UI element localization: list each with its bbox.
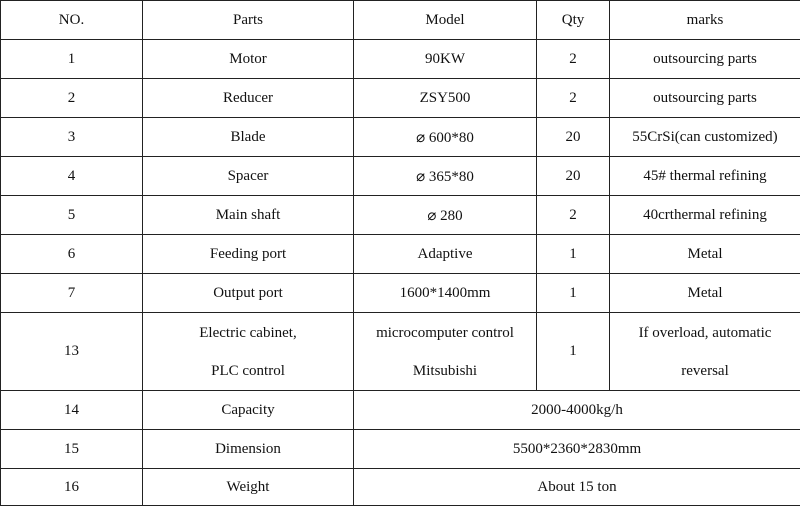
cell-no: 6 [1,235,143,274]
cell-qty: 2 [537,40,610,79]
cell-qty: 2 [537,196,610,235]
header-marks: marks [610,1,800,40]
cell-qty: 2 [537,79,610,118]
cell-model [354,313,537,391]
cell-no: 7 [1,274,143,313]
cell-marks: Metal [610,274,800,313]
cell-no: 13 [1,313,143,391]
header-row [1,1,800,40]
cell-qty: 1 [537,313,610,391]
table-row [1,196,800,235]
cell-part: Motor [143,40,354,79]
cell-part: Reducer [143,79,354,118]
cell-part: Main shaft [143,196,354,235]
table-row [1,40,800,79]
cell-no: 3 [1,118,143,157]
cell-model: Adaptive [354,235,537,274]
cell-merged-value: 2000-4000kg/h [354,391,800,430]
table-row [1,79,800,118]
table-row [1,469,800,506]
cell-part: Blade [143,118,354,157]
cell-part: Capacity [143,391,354,430]
cell-marks: 40crthermal refining [610,196,800,235]
cell-qty: 20 [537,118,610,157]
cell-part-line: PLC control [211,362,285,379]
cell-model: ⌀ 365*80 [354,157,537,196]
table-row [1,274,800,313]
table-row [1,391,800,430]
cell-part: Spacer [143,157,354,196]
cell-merged-value: 5500*2360*2830mm [354,430,800,469]
cell-model: ⌀ 600*80 [354,118,537,157]
cell-marks: Metal [610,235,800,274]
cell-marks [610,313,800,391]
cell-part [143,313,354,391]
cell-qty: 1 [537,274,610,313]
cell-marks: 45# thermal refining [610,157,800,196]
cell-model-line: Mitsubishi [412,362,478,379]
cell-qty: 20 [537,157,610,196]
cell-part-line: Electric cabinet, [199,324,297,341]
cell-qty: 1 [537,235,610,274]
cell-part: Weight [143,469,354,506]
header-qty: Qty [537,1,610,40]
table-row [1,430,800,469]
header-parts: Parts [143,1,354,40]
header-no: NO. [1,1,143,40]
cell-no: 1 [1,40,143,79]
header-model: Model [354,1,537,40]
table-row [1,313,800,391]
cell-model: 1600*1400mm [354,274,537,313]
cell-marks: 55CrSi(can customized) [610,118,800,157]
cell-model: ZSY500 [354,79,537,118]
cell-merged-value: About 15 ton [354,469,800,506]
cell-model-line: microcomputer control [376,324,514,341]
cell-no: 4 [1,157,143,196]
cell-no: 16 [1,469,143,506]
cell-no: 5 [1,196,143,235]
cell-marks-line: reversal [681,362,729,379]
cell-no: 14 [1,391,143,430]
cell-model: 90KW [354,40,537,79]
cell-no: 15 [1,430,143,469]
cell-part: Dimension [143,430,354,469]
cell-no: 2 [1,79,143,118]
cell-marks: outsourcing parts [610,79,800,118]
cell-part: Output port [143,274,354,313]
cell-model: ⌀ 280 [354,196,537,235]
table-row [1,157,800,196]
cell-marks-line: If overload, automatic [638,324,772,341]
table-row [1,235,800,274]
cell-part: Feeding port [143,235,354,274]
table-row [1,118,800,157]
cell-marks: outsourcing parts [610,40,800,79]
